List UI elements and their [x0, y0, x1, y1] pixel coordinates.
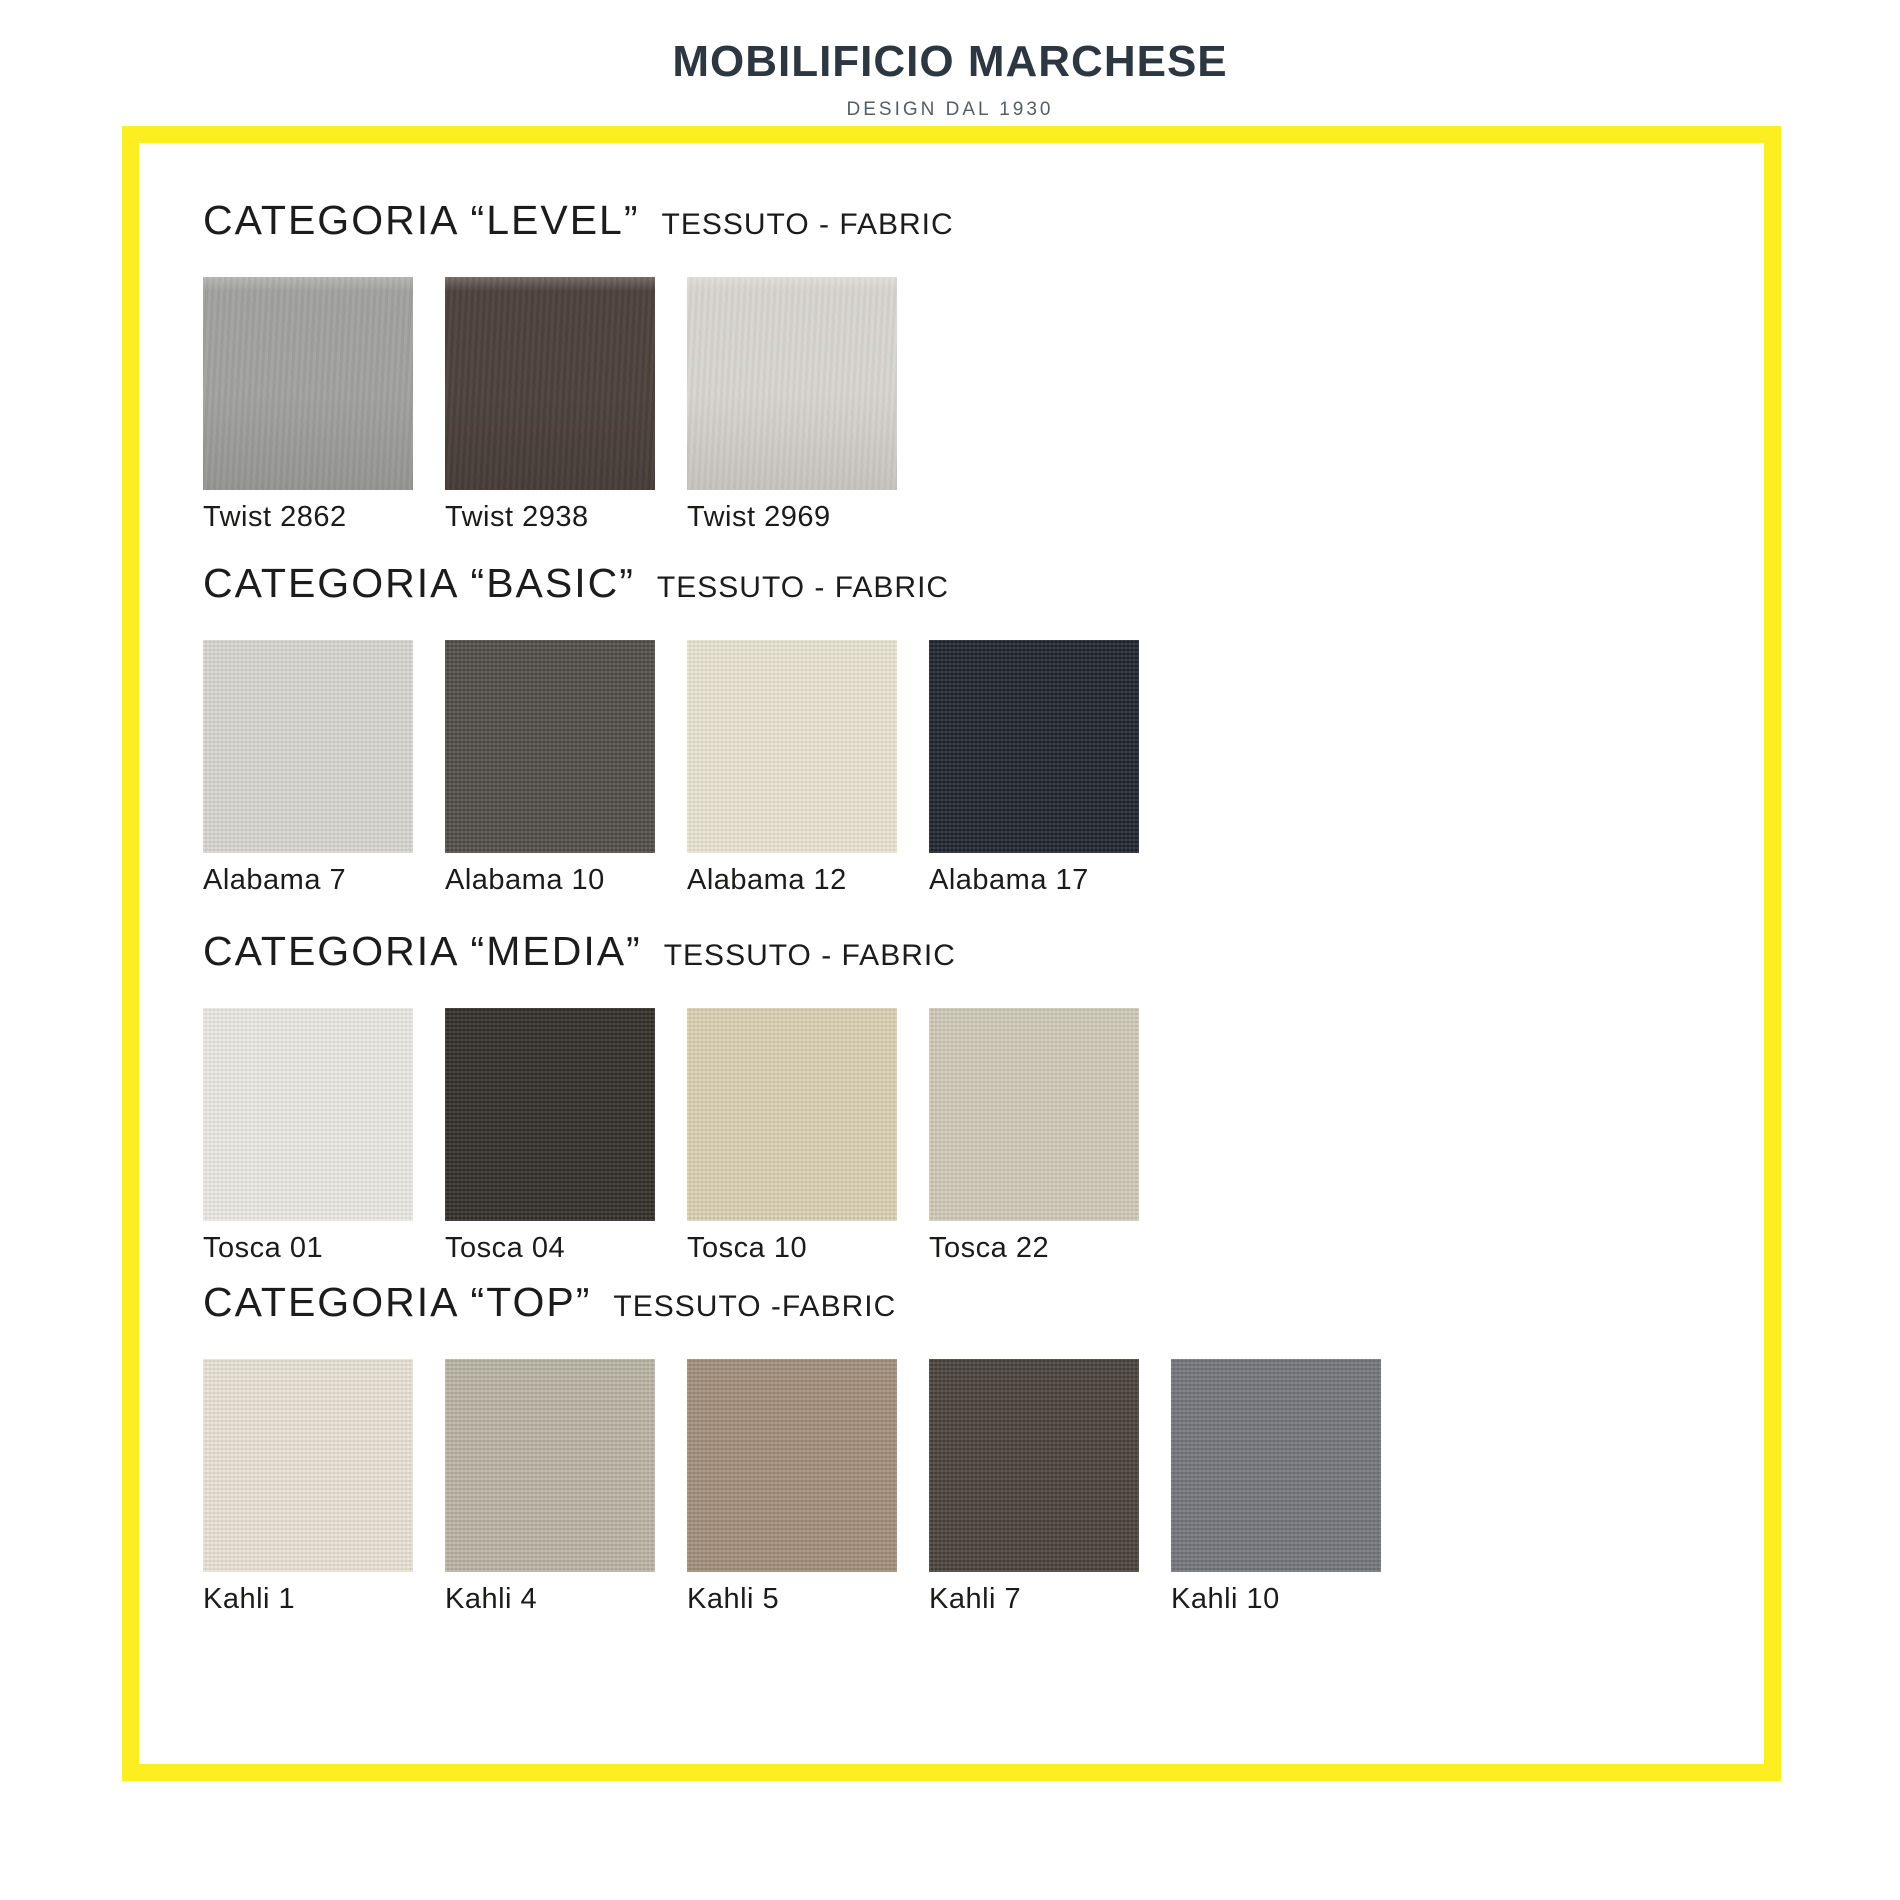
section-heading: [203, 927, 1139, 982]
fabric-type-label: TESSUTO -FABRIC: [613, 1290, 897, 1323]
fabric-swatch: [929, 1359, 1139, 1572]
swatch-label: Tosca 22: [929, 1232, 1050, 1264]
swatch-label: Tosca 01: [203, 1232, 324, 1264]
section-top: [203, 1278, 1381, 1616]
swatch-label: Kahli 4: [445, 1583, 538, 1615]
section-heading: [203, 1278, 1381, 1333]
section-basic: [203, 559, 1139, 897]
fabric-swatch: [203, 1359, 413, 1572]
swatch-cell: [687, 1359, 897, 1616]
fabric-swatch: [203, 640, 413, 853]
fabric-swatch: [687, 1359, 897, 1572]
category-title: CATEGORIA “MEDIA”: [203, 928, 642, 974]
section-level: [203, 196, 954, 534]
swatch-cell: [687, 277, 897, 534]
fabric-type-label: TESSUTO - FABRIC: [656, 571, 950, 604]
section-heading: [203, 196, 954, 251]
swatch-label: Kahli 7: [929, 1583, 1022, 1615]
fabric-swatch: [445, 277, 655, 490]
swatch-label: Alabama 12: [687, 864, 847, 896]
fabric-type-label: TESSUTO - FABRIC: [663, 939, 956, 972]
swatch-label: Alabama 10: [445, 864, 605, 896]
swatch-label: Alabama 7: [203, 864, 347, 896]
swatch-cell: [203, 640, 413, 897]
swatch-label: Alabama 17: [929, 864, 1089, 896]
swatch-cell: [445, 277, 655, 534]
swatch-label: Twist 2862: [203, 501, 347, 533]
fabric-swatch: [203, 277, 413, 490]
swatch-label: Tosca 10: [687, 1232, 808, 1264]
swatch-label: Kahli 1: [203, 1583, 296, 1615]
fabric-swatch: [687, 277, 897, 490]
category-title: CATEGORIA “BASIC”: [203, 560, 635, 606]
swatch-cell: [929, 640, 1139, 897]
section-heading: [203, 559, 1139, 614]
section-media: [203, 927, 1139, 1265]
brand-name: MOBILIFICIO MARCHESE: [672, 37, 1228, 86]
swatch-label: Kahli 10: [1171, 1583, 1280, 1615]
fabric-swatch: [929, 1008, 1139, 1221]
swatch-label: Kahli 5: [687, 1583, 780, 1615]
fabric-swatch: [929, 640, 1139, 853]
category-title: CATEGORIA “TOP”: [203, 1279, 592, 1325]
swatch-cell: [445, 1008, 655, 1265]
swatch-cell: [929, 1359, 1139, 1616]
swatch-label: Twist 2969: [687, 501, 831, 533]
swatch-cell: [445, 1359, 655, 1616]
brand-tagline: DESIGN DAL 1930: [846, 99, 1054, 120]
swatch-cell: [687, 1008, 897, 1265]
swatch-label: Twist 2938: [445, 501, 589, 533]
swatch-cell: [929, 1008, 1139, 1265]
swatch-cell: [203, 1008, 413, 1265]
fabric-swatch: [1171, 1359, 1381, 1572]
swatch-cell: [203, 1359, 413, 1616]
brand-logo: [0, 37, 1900, 120]
swatch-row: [203, 1359, 1381, 1616]
swatch-cell: [687, 640, 897, 897]
swatch-cell: [445, 640, 655, 897]
swatch-cell: [203, 277, 413, 534]
swatch-row: [203, 640, 1139, 897]
fabric-swatch: [445, 1008, 655, 1221]
fabric-swatch: [445, 640, 655, 853]
fabric-swatch: [445, 1359, 655, 1572]
fabric-swatch: [203, 1008, 413, 1221]
swatch-row: [203, 1008, 1139, 1265]
swatch-label: Tosca 04: [445, 1232, 566, 1264]
fabric-swatch: [687, 1008, 897, 1221]
category-title: CATEGORIA “LEVEL”: [203, 197, 640, 243]
fabric-type-label: TESSUTO - FABRIC: [661, 208, 954, 241]
swatch-row: [203, 277, 954, 534]
swatch-cell: [1171, 1359, 1381, 1616]
fabric-swatch: [687, 640, 897, 853]
